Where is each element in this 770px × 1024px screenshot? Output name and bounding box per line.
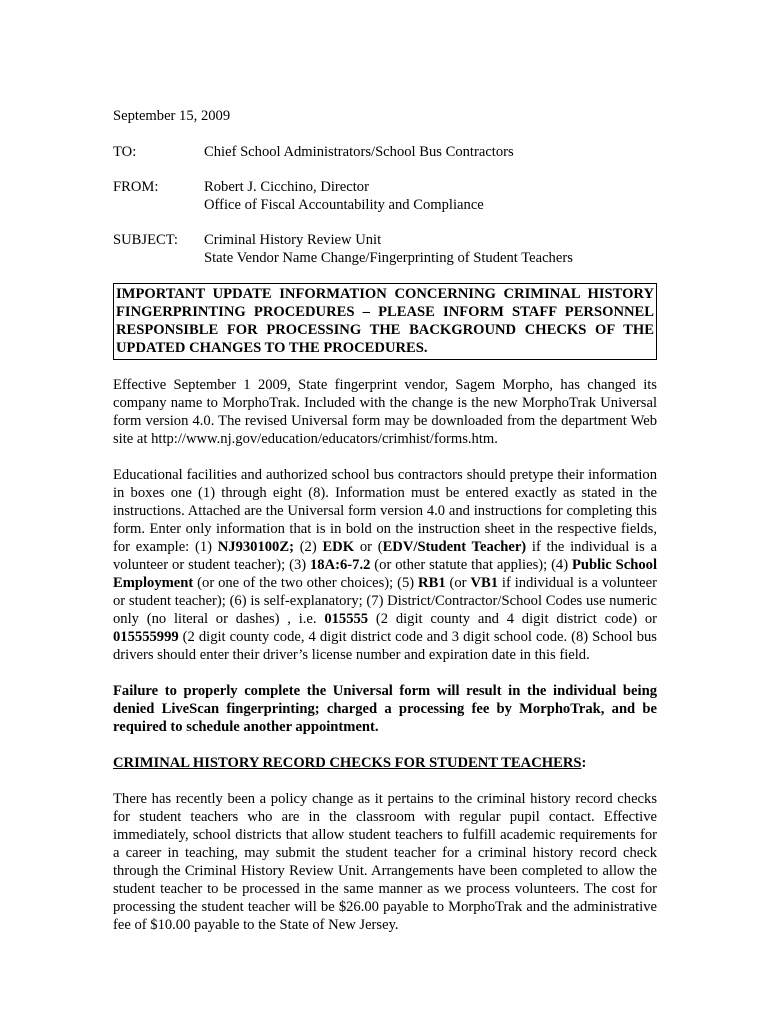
from-office: Office of Fiscal Accountability and Compliance [204,197,484,213]
subject-line-2: State Vendor Name Change/Fingerprinting of Student Teachers [204,250,573,266]
warning-paragraph: Failure to properly complete the Universal form will result in the individual being denied LiveScan fingerprinting; charged a processing fee by MorphoTrak, and be required to schedule another appointment. [113,683,657,735]
code-example-6: RB1 [418,575,446,591]
from-label: FROM: [113,179,159,195]
code-example-9: 015555999 [113,629,179,645]
from-name: Robert J. Cicchino, Director [204,179,369,195]
memo-page [113,107,657,934]
important-notice-box: IMPORTANT UPDATE INFORMATION CONCERNING CRIMINAL HISTORY FINGERPRINTING PROCEDURES – PLEASE INFORM STAFF PERSONNEL RESPONSIBLE FOR PROCESSING THE BACKGROUND CHECKS OF THE UPDATED CHANGES TO THE PROCEDURES. [113,283,657,360]
subject-row [113,231,657,267]
subject-label: SUBJECT: [113,232,178,248]
to-label: TO: [113,144,137,160]
code-example-1: NJ930100Z; [217,539,294,555]
code-example-8: 015555 [324,611,369,627]
instructions-paragraph: Educational facilities and authorized school bus contractors should pretype their information in boxes one (1) through eight (8). Information must be entered exactly as stated in the instructions. Attached are the Universal form version 4.0 and instructions for completing this form. Enter only information that is in bold on the instruction sheet in the respective fields, for example: (1) NJ930100Z; (2) EDK or (EDV/Student Teacher) if the individual is a volunteer or student teacher); (3) 18A:6-7.2 (or other statute that applies); (4) Public School Employment (or one of the two other choices); (5) RB1 (or VB1 if individual is a volunteer or student teacher); (6) is self-explanatory; (7) District/Contractor/School Codes use numeric only (no literal or dashes) , i.e. 015555 (2 digit county and 4 digit district code) or 015555999 (2 digit county code, 4 digit district code and 3 digit school code. (8) School bus drivers should enter their driver’s license number and expiration date in this field. [113,467,657,663]
to-row [113,143,657,161]
code-example-5: Public School Employment [113,557,657,591]
memo-date: September 15, 2009 [113,108,231,124]
vendor-change-paragraph: Effective September 1 2009, State fingerprint vendor, Sagem Morpho, has changed its company name to MorphoTrak. Included with the change is the new MorphoTrak Universal form version 4.0. The revised Universal form may be downloaded from the department Web site at http://www.nj.gov/education/educators/crimhist/forms.htm. [113,377,657,447]
code-example-3: EDV/Student Teacher) [382,539,527,555]
to-value: Chief School Administrators/School Bus Contractors [204,144,514,160]
section-heading: CRIMINAL HISTORY RECORD CHECKS FOR STUDENT TEACHERS: [113,755,587,771]
code-example-2: EDK [322,539,355,555]
code-example-4: 18A:6-7.2 [310,557,371,573]
from-row [113,178,657,214]
subject-line-1: Criminal History Review Unit [204,232,382,248]
student-teacher-paragraph: There has recently been a policy change as it pertains to the criminal history record checks for student teachers who are in the classroom with regular pupil contact. Effective immediately, school districts that allow student teachers to fulfill academic requirements for a career in teaching, may submit the student teacher for a criminal history record check through the Criminal History Review Unit. Arrangements have been completed to allow the student teacher to be processed in the same manner as we process volunteers. The cost for processing the student teacher will be $26.00 payable to MorphoTrak and the administrative fee of $10.00 payable to the State of New Jersey. [113,791,657,933]
code-example-7: VB1 [470,575,499,591]
